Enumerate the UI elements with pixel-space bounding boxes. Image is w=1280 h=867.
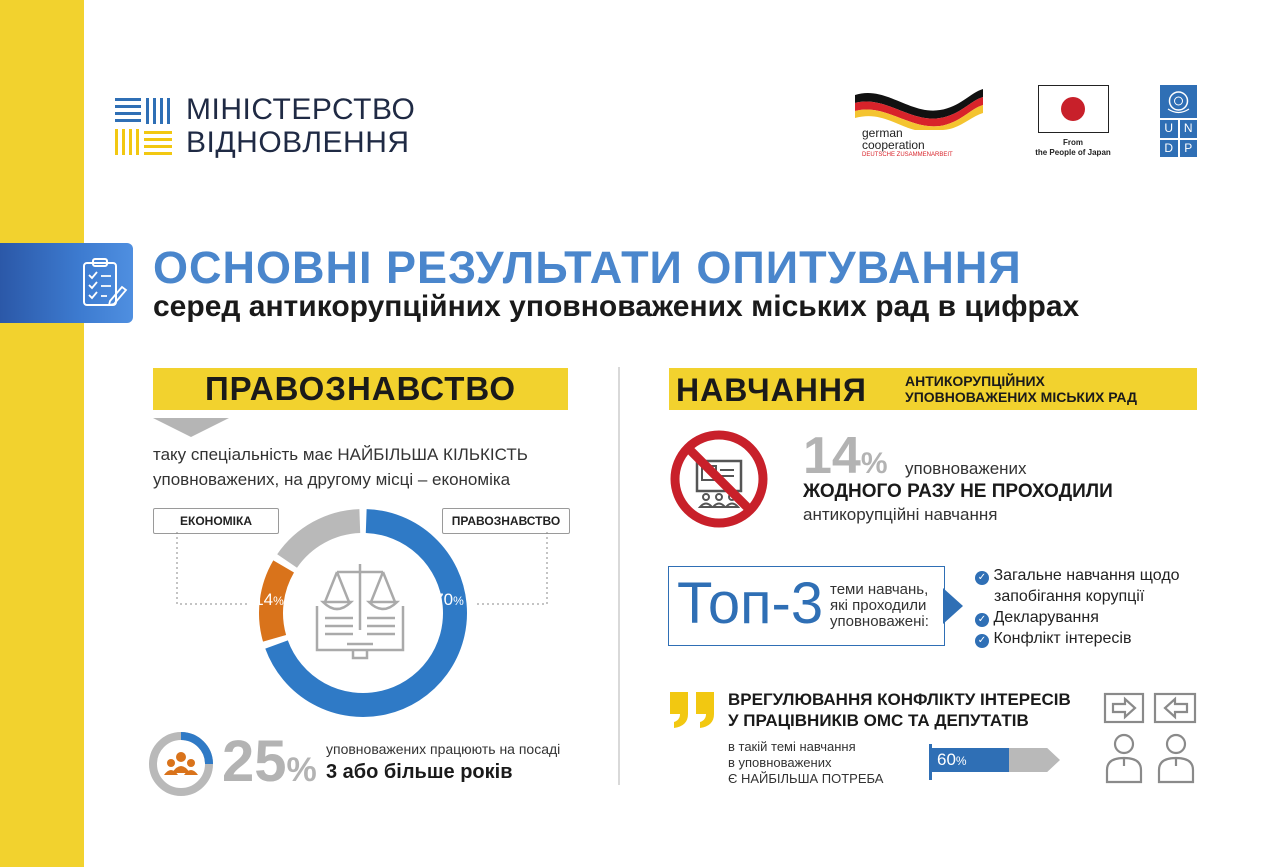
conflict-percent [937, 748, 967, 773]
top3-caption-line3: уповноважені: [830, 613, 929, 630]
economics-percent-sign: % [273, 594, 284, 608]
ministry-name-line2: ВІДНОВЛЕННЯ [186, 126, 410, 159]
law-description-line1: таку спеціальність має НАЙБІЛЬША КІЛЬКІСТЬ [153, 445, 528, 464]
german-line3: DEUTSCHE ZUSAMMENARBEIT [862, 152, 953, 158]
tenure-line1: уповноважених працюють на посаді [326, 741, 561, 757]
top3-item-3-text: Конфлікт інтересів [993, 630, 1132, 647]
top3-caption-line1: теми навчань, [830, 581, 929, 598]
never-trained-line2: ЖОДНОГО РАЗУ НЕ ПРОХОДИЛИ [803, 481, 1113, 502]
japan-line2: the People of Japan [1035, 148, 1111, 157]
conflict-need-bar [929, 744, 1063, 780]
top3-label: Топ-3 [677, 571, 824, 636]
law-description-line2: уповноважених, на другому місці – економіка [153, 470, 511, 489]
ministry-name-line1: МІНІСТЕРСТВО [186, 93, 416, 126]
economics-percent-value: 14 [254, 590, 274, 609]
top3-caption [830, 582, 929, 630]
top3-item-1-cont: запобігання корупції [994, 588, 1145, 605]
law-description [153, 442, 528, 492]
german-cooperation-label [862, 127, 953, 160]
undp-letter-d: D [1160, 140, 1178, 158]
undp-letter-p: P [1180, 140, 1198, 158]
top3-caption-line2: які проходили [830, 597, 927, 614]
check-icon: ✓ [975, 571, 989, 585]
ministry-logo-icon [115, 98, 175, 156]
top3-item-1-text: Загальне навчання щодо [993, 567, 1180, 584]
top3-list [975, 565, 1180, 649]
tenure-text [326, 741, 560, 784]
german-line2: cooperation [862, 138, 925, 152]
column-divider [618, 367, 620, 785]
never-trained-sign: % [860, 447, 888, 480]
law-percent-sign: % [453, 594, 464, 608]
two-people-exchange-icon [1103, 692, 1199, 784]
scales-book-icon [317, 564, 403, 658]
conflict-percent-value: 60 [937, 750, 956, 769]
undp-logo [1160, 85, 1197, 157]
german-flag-wave-icon [855, 85, 985, 130]
top3-item-1 [975, 565, 1180, 586]
conflict-title-line1: ВРЕГУЛЮВАННЯ КОНФЛІКТУ ІНТЕРЕСІВ [728, 690, 1071, 709]
people-group-icon [164, 752, 198, 775]
conflict-note-line2: в уповноважених [728, 755, 832, 770]
law-percent-value: 70 [434, 590, 454, 609]
tenure-ring-fill [181, 736, 209, 764]
conflict-title [728, 689, 1071, 731]
top3-item-2-text: Декларування [993, 609, 1099, 626]
undp-letter-u: U [1160, 120, 1178, 138]
top3-arrow-icon [943, 588, 963, 624]
training-subtitle-line2: УПОВНОВАЖЕНИХ МІСЬКИХ РАД [905, 389, 1137, 405]
clipboard-checklist-icon [80, 257, 128, 309]
tenure-percent [222, 730, 317, 802]
never-trained-line3: антикорупційні навчання [803, 505, 998, 524]
tenure-line2: 3 або більше років [326, 761, 513, 783]
training-section-title: НАВЧАННЯ [676, 372, 867, 408]
page-title: ОСНОВНІ РЕЗУЛЬТАТИ ОПИТУВАННЯ [153, 242, 1022, 293]
pointer-triangle-icon [153, 418, 229, 437]
training-subtitle-line1: АНТИКОРУПЦІЙНИХ [905, 373, 1045, 389]
quote-mark-icon [668, 690, 718, 730]
conflict-note-line1: в такій темі навчання [728, 739, 856, 754]
never-trained-value: 14 [803, 427, 861, 485]
conflict-percent-sign: % [955, 754, 967, 768]
undp-letter-n: N [1180, 120, 1198, 138]
japan-flag-icon [1038, 85, 1109, 133]
no-training-icon [668, 428, 770, 530]
economics-percent-label [244, 583, 294, 617]
tenure-percent-value: 25 [222, 729, 287, 794]
training-section-subtitle [905, 373, 1137, 405]
tenure-percent-sign: % [286, 751, 317, 789]
ministry-name [186, 93, 415, 159]
check-icon: ✓ [975, 613, 989, 627]
conflict-note-line3: Є НАЙБІЛЬША ПОТРЕБА [728, 771, 884, 786]
japan-line1: From [1063, 138, 1083, 147]
tenure-ring-chart [146, 729, 216, 799]
page-subtitle: серед антикорупційних уповноважених міських рад в цифрах [153, 290, 1080, 323]
top3-item-3 [975, 628, 1180, 649]
japan-label [1032, 138, 1114, 158]
conflict-note [728, 739, 883, 787]
law-percent-label [424, 583, 474, 617]
tag-economics: ЕКОНОМІКА [153, 508, 279, 534]
never-trained-line1: уповноважених [905, 459, 1027, 478]
survey-banner [0, 243, 133, 323]
conflict-title-line2: У ПРАЦІВНИКІВ ОМС ТА ДЕПУТАТІВ [728, 711, 1029, 730]
check-icon: ✓ [975, 634, 989, 648]
german-line1: german [862, 126, 903, 140]
law-section-title: ПРАВОЗНАВСТВО [204, 370, 517, 407]
tag-law: ПРАВОЗНАВСТВО [442, 508, 570, 534]
un-emblem-icon [1160, 85, 1197, 118]
donut-segment-other [287, 521, 360, 561]
top3-item-2 [975, 607, 1180, 628]
yellow-side-strip [0, 0, 84, 867]
